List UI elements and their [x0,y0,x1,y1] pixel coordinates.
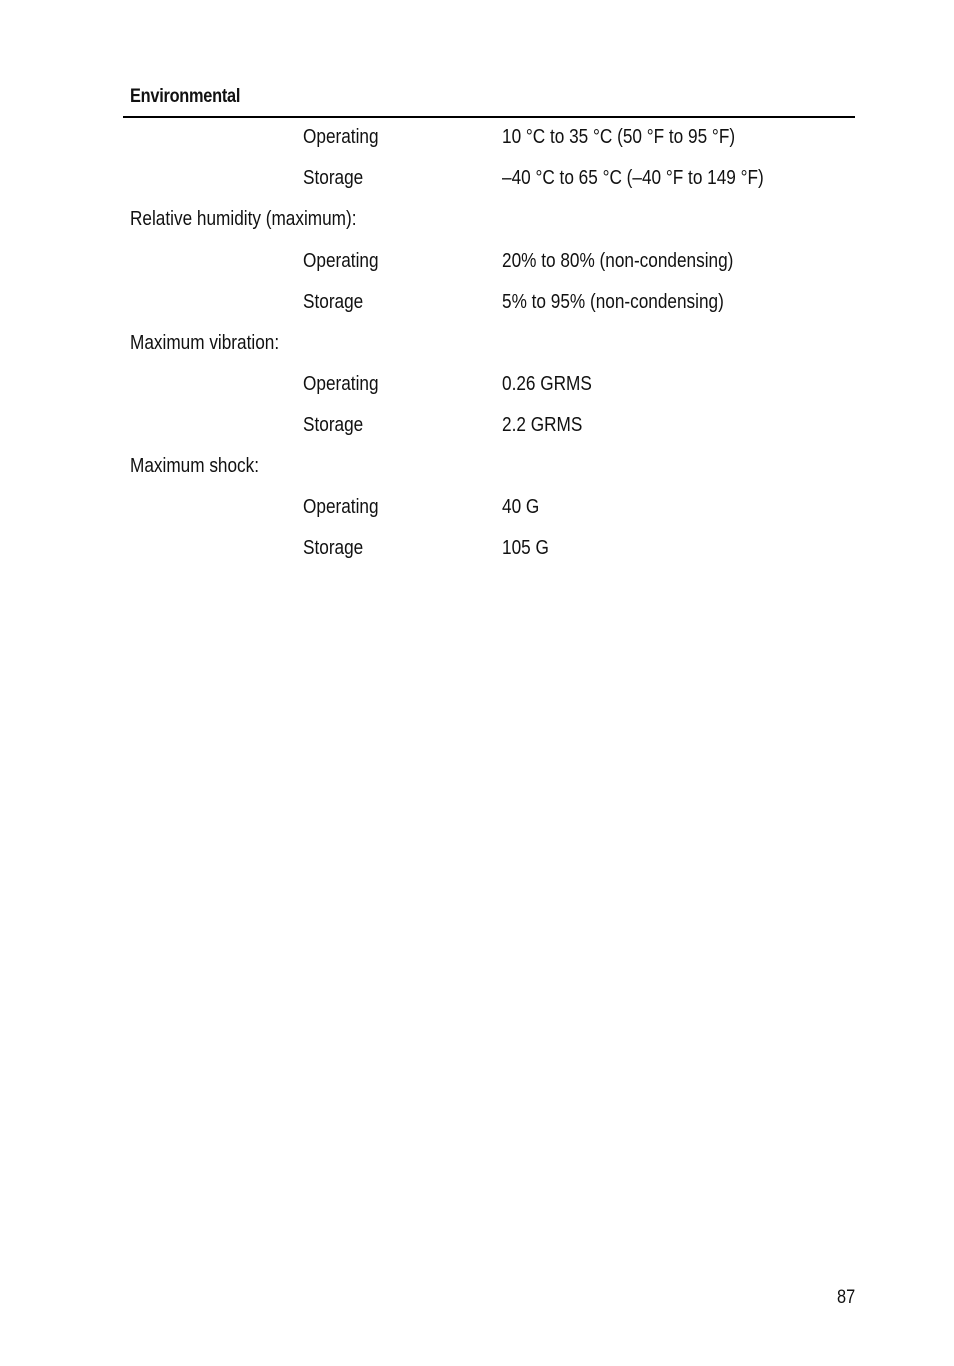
row-label: Operating [303,496,379,518]
section-title: Environmental [130,86,241,107]
row-group: Relative humidity (maximum): [130,208,357,230]
row-label: Storage [303,167,364,189]
table-row [0,332,954,362]
header-rule [123,116,855,118]
row-value: 10 °C to 35 °C (50 °F to 95 °F) [502,126,736,148]
table-row [0,167,954,197]
row-value: 20% to 80% (non-condensing) [502,250,734,272]
row-label: Storage [303,537,364,559]
page-number: 87 [837,1287,856,1308]
table-row [0,126,954,156]
row-group: Maximum shock: [130,455,260,477]
row-value: 2.2 GRMS [502,414,583,436]
table-row [0,291,954,321]
table-row [0,208,954,238]
table-row [0,455,954,485]
row-label: Operating [303,250,379,272]
row-label: Operating [303,126,379,148]
row-group: Maximum vibration: [130,332,280,354]
table-row [0,537,954,567]
row-label: Storage [303,291,364,313]
table-row [0,373,954,403]
table-row [0,496,954,526]
row-value: –40 °C to 65 °C (–40 °F to 149 °F) [502,167,764,189]
row-label: Storage [303,414,364,436]
row-value: 105 G [502,537,549,559]
row-value: 40 G [502,496,540,518]
row-value: 5% to 95% (non-condensing) [502,291,724,313]
row-value: 0.26 GRMS [502,373,592,395]
row-label: Operating [303,373,379,395]
table-row [0,250,954,280]
table-row [0,414,954,444]
